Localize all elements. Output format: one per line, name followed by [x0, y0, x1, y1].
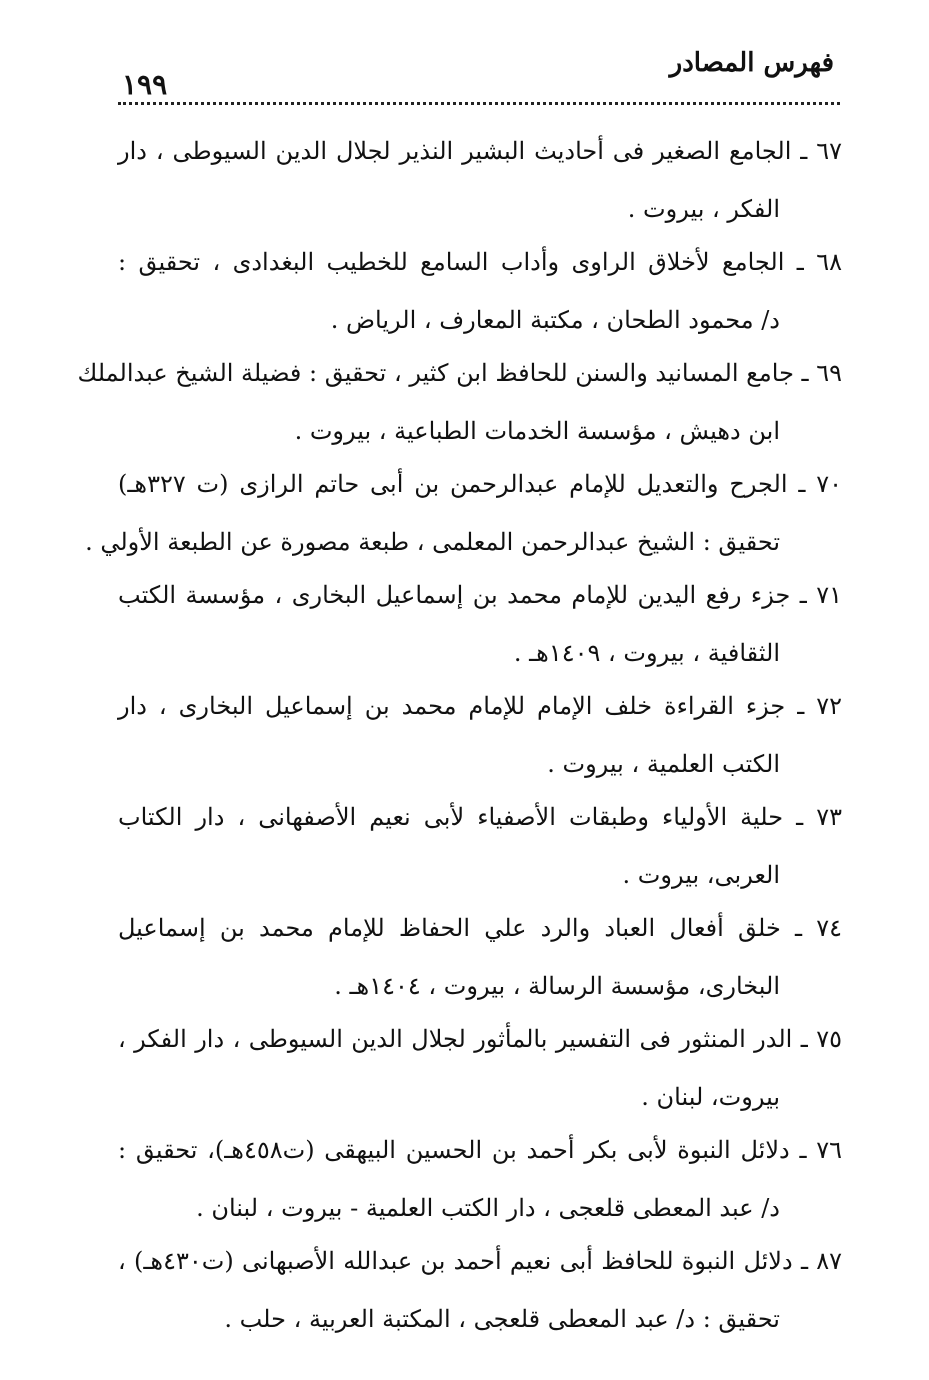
entry-text-line1: جامع المسانيد والسنن للحافظ ابن كثير ، تحقيق : فضيلة الشيخ عبدالملك	[77, 359, 794, 387]
entry-number: ٧٠	[816, 470, 843, 498]
entry-text-line1: جزء رفع اليدين للإمام محمد بن إسماعيل البخارى ، مؤسسة الكتب	[118, 581, 791, 609]
entry-number: ٦٩	[816, 359, 842, 387]
entry-number: ٨٧	[816, 1247, 843, 1275]
bibliography-entry: ٧١ ـ جزء رفع اليدين للإمام محمد بن إسماعيل البخارى ، مؤسسة الكتب الثقافية ، بيروت ، ١٤٠٩هـ .	[118, 566, 842, 677]
entry-text-line1: جزء القراءة خلف الإمام للإمام محمد بن إسماعيل البخارى ، دار	[118, 692, 786, 720]
bibliography-entry: ٧٦ ـ دلائل النبوة لأبى بكر أحمد بن الحسين البيهقى (ت٤٥٨هـ)، تحقيق : د/ عبد المعطى قلعجى ، دار الكتب العلمية - بيروت ، لبنان .	[118, 1121, 842, 1232]
bibliography-entry: ٧٣ ـ حلية الأولياء وطبقات الأصفياء لأبى نعيم الأصفهانى ، دار الكتاب العربى، بيروت .	[118, 788, 842, 899]
entry-text-line2: د/ محمود الطحان ، مكتبة المعارف ، الرياض .	[330, 306, 780, 334]
entry-text-line1: دلائل النبوة للحافظ أبى نعيم أحمد بن عبدالله الأصبهانى (ت٤٣٠هـ) ،	[118, 1247, 793, 1275]
header-divider	[118, 102, 840, 105]
bibliography-entry: ٧٢ ـ جزء القراءة خلف الإمام للإمام محمد بن إسماعيل البخارى ، دار الكتب العلمية ، بيروت .	[118, 677, 842, 788]
entry-number: ٧٦	[816, 1136, 842, 1164]
entry-text-line2: الثقافية ، بيروت ، ١٤٠٩هـ .	[513, 639, 780, 667]
bibliography-entry: ٧٠ ـ الجرح والتعديل للإمام عبدالرحمن بن أبى حاتم الرازى (ت ٣٢٧هـ) تحقيق : الشيخ عبدالرحمن المعلمى ، طبعة مصورة عن الطبعة الأولي .	[118, 455, 842, 566]
entry-text-line1: حلية الأولياء وطبقات الأصفياء لأبى نعيم الأصفهانى ، دار الكتاب	[118, 803, 784, 831]
entry-number: ٧٥	[816, 1025, 843, 1053]
entry-text-line1: الجرح والتعديل للإمام عبدالرحمن بن أبى حاتم الرازى (ت ٣٢٧هـ)	[118, 470, 788, 498]
entry-text-line2: الفكر ، بيروت .	[627, 195, 780, 223]
entry-text-line2: العربى، بيروت .	[622, 861, 780, 889]
entry-text-line2: الكتب العلمية ، بيروت .	[547, 750, 780, 778]
entry-number: ٧١	[816, 581, 842, 609]
entry-number: ٧٤	[816, 914, 843, 942]
bibliography-entry: ٧٥ ـ الدر المنثور فى التفسير بالمأثور لجلال الدين السيوطى ، دار الفكر ، بيروت، لبنان .	[118, 1010, 842, 1121]
entry-text-line1: الجامع الصغير فى أحاديث البشير النذير لجلال الدين السيوطى ، دار	[118, 137, 792, 165]
bibliography-entry: ٨٧ ـ دلائل النبوة للحافظ أبى نعيم أحمد بن عبدالله الأصبهانى (ت٤٣٠هـ) ، تحقيق : د/ عبد المعطى قلعجى ، المكتبة العربية ، حلب .	[118, 1232, 842, 1343]
entry-text-line2: تحقيق : د/ عبد المعطى قلعجى ، المكتبة العربية ، حلب .	[224, 1305, 780, 1333]
entry-text-line2: بيروت، لبنان .	[641, 1083, 780, 1111]
bibliography-list	[77, 122, 843, 1343]
page-header	[118, 38, 840, 100]
entry-text-line2: البخارى، مؤسسة الرسالة ، بيروت ، ١٤٠٤هـ .	[334, 972, 780, 1000]
entry-text-line1: دلائل النبوة لأبى بكر أحمد بن الحسين البيهقى (ت٤٥٨هـ)، تحقيق :	[118, 1136, 790, 1164]
entry-text-line1: خلق أفعال العباد والرد علي الحفاظ للإمام محمد بن إسماعيل	[118, 914, 781, 942]
bibliography-entry: ٧٤ ـ خلق أفعال العباد والرد علي الحفاظ للإمام محمد بن إسماعيل البخارى، مؤسسة الرسالة ، بيروت ، ١٤٠٤هـ .	[118, 899, 842, 1010]
entry-number: ٧٣	[816, 803, 842, 831]
entry-text-line2: د/ عبد المعطى قلعجى ، دار الكتب العلمية - بيروت ، لبنان .	[196, 1194, 780, 1222]
entry-number: ٦٨	[816, 248, 843, 276]
entry-text-line2: ابن دهيش ، مؤسسة الخدمات الطباعية ، بيروت .	[294, 417, 780, 445]
entry-number: ٧٢	[816, 692, 842, 720]
bibliography-entry: ٦٩ ـ جامع المسانيد والسنن للحافظ ابن كثير ، تحقيق : فضيلة الشيخ عبدالملك ابن دهيش ، مؤسسة الخدمات الطباعية ، بيروت .	[118, 344, 842, 455]
running-title: فهرس المصادر	[669, 48, 834, 78]
bibliography-entry: ٦٨ ـ الجامع لأخلاق الراوى وأداب السامع للخطيب البغدادى ، تحقيق : د/ محمود الطحان ، مكتبة المعارف ، الرياض .	[118, 233, 842, 344]
entry-number: ٦٧	[816, 137, 843, 165]
bibliography-entry: ٦٧ ـ الجامع الصغير فى أحاديث البشير النذير لجلال الدين السيوطى ، دار الفكر ، بيروت .	[118, 122, 842, 233]
entry-text-line2: تحقيق : الشيخ عبدالرحمن المعلمى ، طبعة مصورة عن الطبعة الأولي .	[85, 528, 780, 556]
entry-text-line1: الدر المنثور فى التفسير بالمأثور لجلال الدين السيوطى ، دار الفكر ،	[118, 1025, 793, 1053]
page-number: ١٩٩	[122, 68, 168, 101]
entry-text-line1: الجامع لأخلاق الراوى وأداب السامع للخطيب البغدادى ، تحقيق :	[118, 248, 785, 276]
